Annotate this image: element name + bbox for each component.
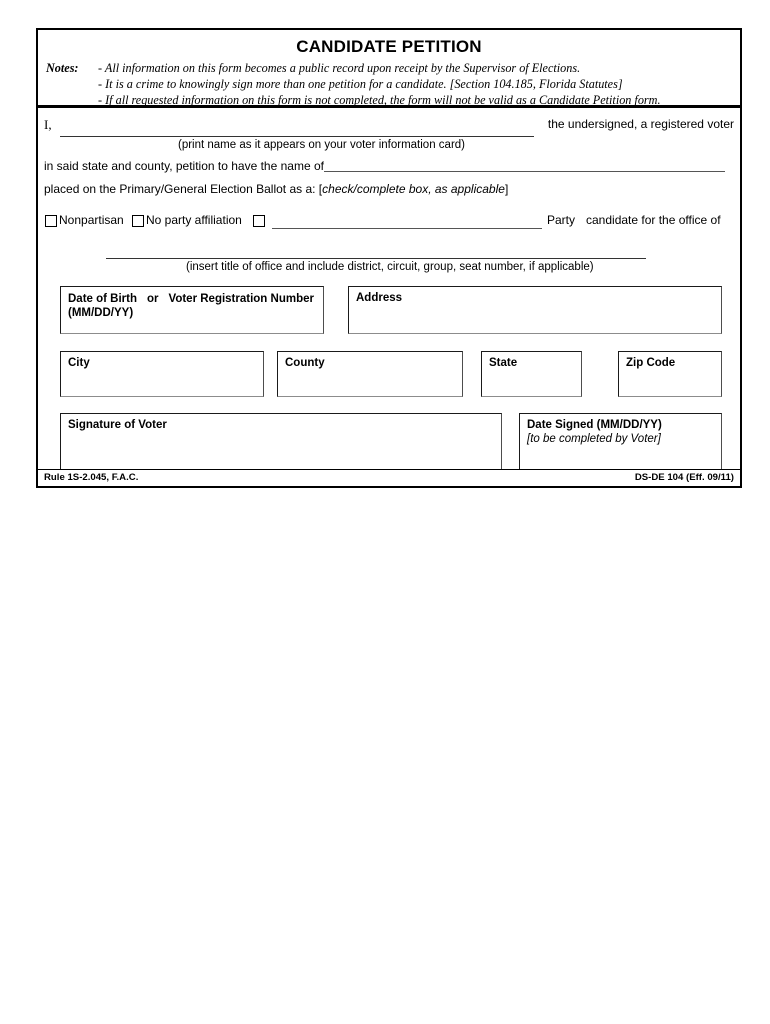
footer-form-number: DS-DE 104 (Eff. 09/11) bbox=[634, 472, 734, 483]
dob-label-group bbox=[68, 292, 314, 321]
print-name-caption: (print name as it appears on your voter information card) bbox=[178, 139, 465, 151]
county-label: County bbox=[285, 357, 325, 369]
checkbox-no-party-affiliation-label: No party affiliation bbox=[146, 213, 242, 227]
field-signature-of-voter[interactable] bbox=[60, 413, 502, 470]
dob-or-label: or bbox=[147, 293, 159, 305]
note-line-3: - If all requested information on this form is not completed, the form will not be valid as a Candidate Petition form. bbox=[98, 93, 661, 108]
ballot-instruction-suffix: ] bbox=[504, 182, 509, 196]
office-title-caption: (insert title of office and include district, circuit, group, seat number, if applicable) bbox=[186, 261, 594, 273]
field-date-of-birth-or-voter-registration[interactable] bbox=[60, 286, 324, 334]
checkbox-nonpartisan-label: Nonpartisan bbox=[59, 213, 124, 227]
checkbox-nonpartisan[interactable] bbox=[45, 215, 57, 227]
dob-label: Date of Birth bbox=[68, 293, 137, 305]
ballot-instruction-text bbox=[44, 182, 508, 196]
candidate-name-input-line[interactable] bbox=[324, 171, 725, 172]
state-label: State bbox=[489, 357, 518, 369]
dob-format-label: (MM/DD/YY) bbox=[68, 307, 134, 320]
checkbox-no-party-affiliation[interactable] bbox=[132, 215, 144, 227]
field-zip-code[interactable] bbox=[618, 351, 722, 397]
form-footer bbox=[38, 469, 740, 486]
undersigned-text: the undersigned, a registered voter bbox=[547, 117, 734, 131]
notes-block bbox=[38, 60, 740, 109]
date-signed-label: Date Signed (MM/DD/YY) bbox=[527, 419, 662, 431]
field-state[interactable] bbox=[481, 351, 582, 397]
ballot-instruction-prefix: placed on the Primary/General Election Ballot as a: [ bbox=[44, 182, 323, 196]
party-name-input-line[interactable] bbox=[272, 228, 542, 229]
voter-registration-label: Voter Registration Number bbox=[168, 293, 314, 305]
note-line-1: - All information on this form becomes a public record upon receipt by the Supervisor of Elections. bbox=[98, 61, 581, 75]
candidate-office-text: candidate for the office of bbox=[586, 213, 721, 227]
field-county[interactable] bbox=[277, 351, 463, 397]
print-name-input-line[interactable] bbox=[60, 136, 534, 137]
field-city[interactable] bbox=[60, 351, 264, 397]
office-title-input-line[interactable] bbox=[106, 258, 646, 259]
address-label: Address bbox=[356, 292, 403, 304]
party-label: Party bbox=[547, 213, 576, 227]
zip-code-label: Zip Code bbox=[626, 357, 676, 369]
field-address[interactable] bbox=[348, 286, 722, 334]
signature-of-voter-label: Signature of Voter bbox=[68, 419, 167, 431]
form-body bbox=[38, 108, 740, 470]
form-header bbox=[38, 30, 740, 108]
checkbox-party[interactable] bbox=[253, 215, 265, 227]
said-state-county-text: in said state and county, petition to have the name of bbox=[44, 159, 324, 173]
date-signed-note: [to be completed by Voter] bbox=[527, 433, 661, 445]
i-label: I, bbox=[44, 117, 52, 132]
ballot-instruction-italic: check/complete box, as applicable bbox=[322, 182, 505, 196]
city-label: City bbox=[68, 357, 90, 369]
footer-rule-reference: Rule 1S-2.045, F.A.C. bbox=[44, 472, 139, 483]
field-date-signed[interactable] bbox=[519, 413, 722, 470]
page-title: CANDIDATE PETITION bbox=[296, 37, 482, 56]
note-line-2: - It is a crime to knowingly sign more than one petition for a candidate. [Section 104.185, Florida Statutes] bbox=[98, 77, 623, 92]
notes-label: Notes: bbox=[46, 61, 79, 75]
candidate-petition-form bbox=[36, 28, 742, 488]
